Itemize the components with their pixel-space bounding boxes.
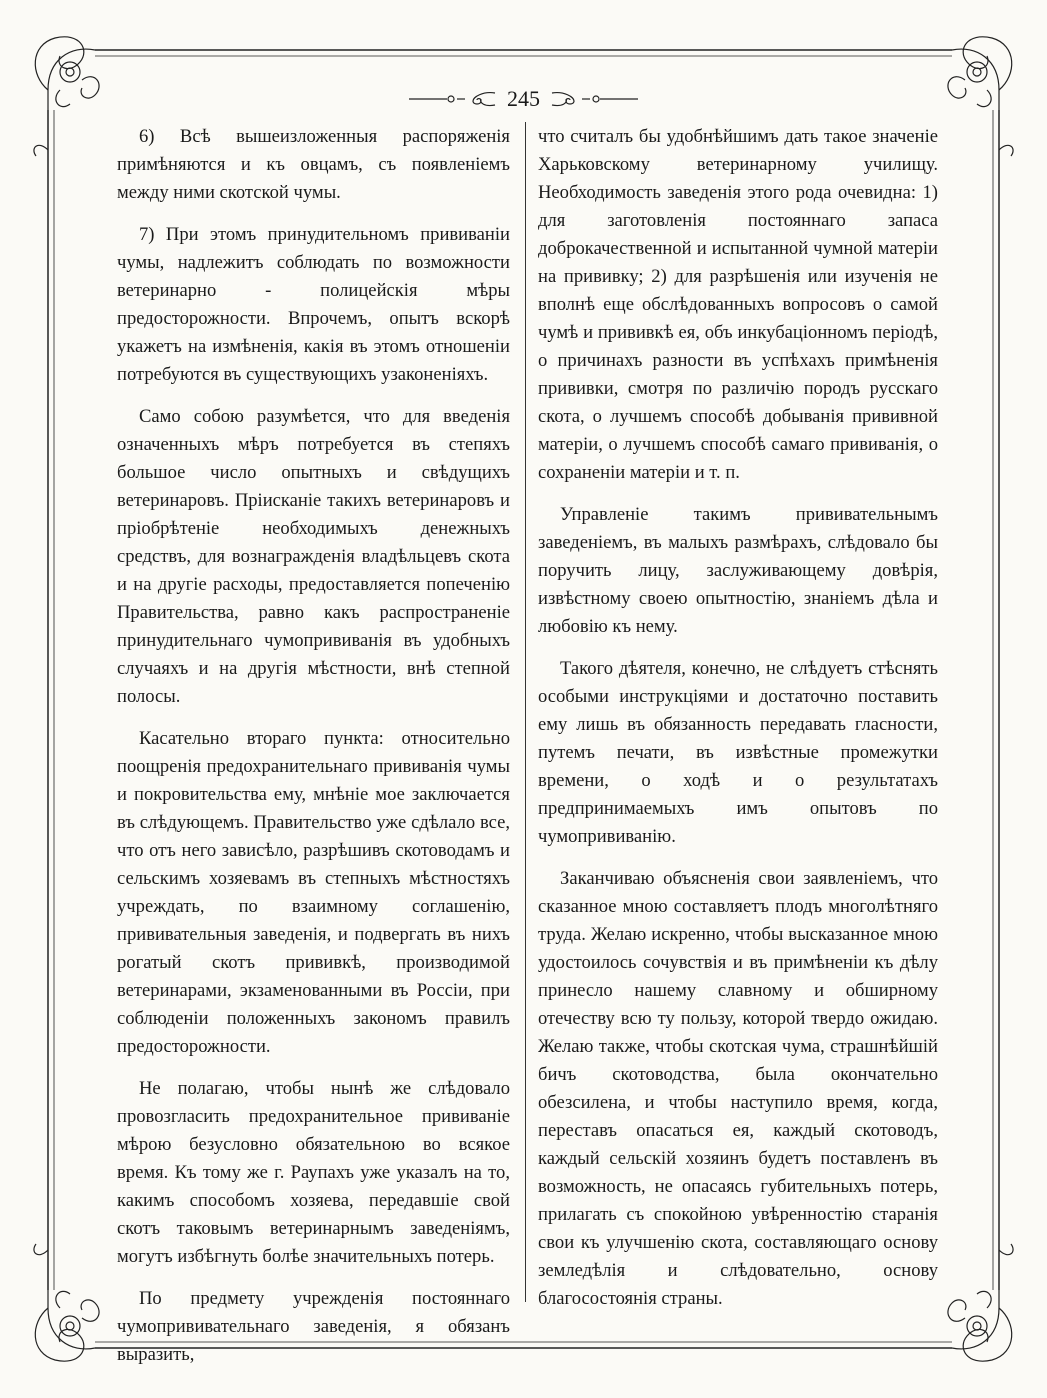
paragraph: 7) При этомъ принудительномъ прививаніи чумы, надлежитъ соблюдать по возможности ветеринарно - полицейскія мѣры предосторожности. Впрочемъ, опытъ вскорѣ укажетъ на измѣненія, какія въ этомъ отношеніи потребуются въ существующихъ узаконеніяхъ. xyxy=(117,224,510,385)
paragraph: По предмету учрежденія постояннаго чумопрививательнаго заведенія, я обязанъ выразить, xyxy=(117,1288,510,1365)
paragraph: Такого дѣятеля, конечно, не слѣдуетъ стѣснять особыми инструкціями и достаточно поставить ему лишь въ обязанность передавать гласности, путемъ печати, въ извѣстные промежутки времени, о ходѣ и о результатахъ предпринимаемыхъ имъ опытовъ по чумопрививанію. xyxy=(538,658,938,847)
paragraph: что считалъ бы удобнѣйшимъ дать такое значеніе Харьковскому ветеринарному училищу. Необходимость заведенія этого рода очевидна: 1) для заготовленія постояннаго запаса доброкачественной и испытанной чумной матеріи на прививку; 2) для разрѣшенія или изученія не вполнѣ еще обслѣдованныхъ вопросовъ о самой чумѣ и прививкѣ ея, объ инкубаціонномъ періодѣ, о причинахъ разности въ успѣхахъ примѣненія прививки, смотря по различію породъ русскаго скота, о лучшемъ способѣ добыванія прививной матеріи, о лучшемъ способѣ самаго прививанія, о сохраненіи матеріи и т. п. xyxy=(538,126,938,483)
paragraph: Не полагаю, чтобы нынѣ же слѣдовало провозгласить предохранительное прививаніе мѣрою безусловно обязательною во всякое время. Къ тому же г. Раупахъ уже указалъ на то, какимъ способомъ хозяева, передавшіе свой скотъ таковымъ ветеринарнымъ заведеніямъ, могутъ избѣгнуть болѣе значительныхъ потерь. xyxy=(117,1078,510,1267)
left-text-column xyxy=(117,123,510,1365)
right-text-column xyxy=(538,123,938,1323)
paragraph: 6) Всѣ вышеизложенныя распоряженія примѣняются и къ овцамъ, съ появленіемъ между ними скотской чумы. xyxy=(117,126,510,203)
left-ornament-icon xyxy=(407,89,497,109)
paragraph: Само собою разумѣется, что для введенія означенныхъ мѣръ потребуется въ степяхъ большое число опытныхъ и свѣдущихъ ветеринаровъ. Пріисканіе такихъ ветеринаровъ и пріобрѣтеніе необходимыхъ денежныхъ средствъ, для вознагражденія владѣльцевъ скота и на другіе расходы, предоставляется попеченію Правительства, равно какъ распространеніе принудительнаго чумопрививанія въ удобныхъ случаяхъ и на другія мѣстности, внѣ степной полосы. xyxy=(117,406,510,707)
paragraph: Управленіе такимъ прививательнымъ заведеніемъ, въ малыхъ размѣрахъ, слѣдовало бы поручить лицу, заслуживающему довѣрія, извѣстному своею опытностію, знаніемъ дѣла и любовію къ нему. xyxy=(538,504,938,637)
right-ornament-icon xyxy=(550,89,640,109)
column-divider xyxy=(525,122,526,1302)
page-number: 245 xyxy=(507,86,540,111)
page-header xyxy=(0,84,1047,114)
paragraph: Касательно втораго пункта: относительно поощренія предохранительнаго прививанія чумы и покровительства ему, мнѣніе мое заключается въ слѣдующемъ. Правительство уже сдѣлало все, что отъ него зависѣло, разрѣшивъ скотоводамъ и сельскимъ хозяевамъ въ степныхъ мѣстностяхъ учреждать, по взаимному соглашенію, прививательныя заведенія, и подвергать въ нихъ рогатый скотъ прививкѣ, производимой ветеринарами, экзаменованными въ Россіи, при соблюденіи положенныхъ закономъ правилъ предосторожности. xyxy=(117,728,510,1057)
paragraph: Заканчиваю объясненія свои заявленіемъ, что сказанное мною составляетъ плодъ многолѣтняго труда. Желаю искренно, чтобы высказанное мною удостоилось сочувствія и въ примѣненіи къ дѣлу принесло нашему славному и обширному отечеству всю ту пользу, которой твердо ожидаю. Желаю также, чтобы скотская чума, страшнѣйшій бичъ скотоводства, была окончательно обезсилена, и чтобы наступило время, когда, переставъ опасаться ея, каждый скотоводъ, каждый сельскій хозяинъ будетъ поставленъ въ возможность, не опасаясь губительныхъ потерь, прилагать съ спокойною увѣренностію старанія свои къ улучшенію скота, составляющаго основу земледѣлія и слѣдовательно, основу благосостоянія страны. xyxy=(538,868,938,1309)
